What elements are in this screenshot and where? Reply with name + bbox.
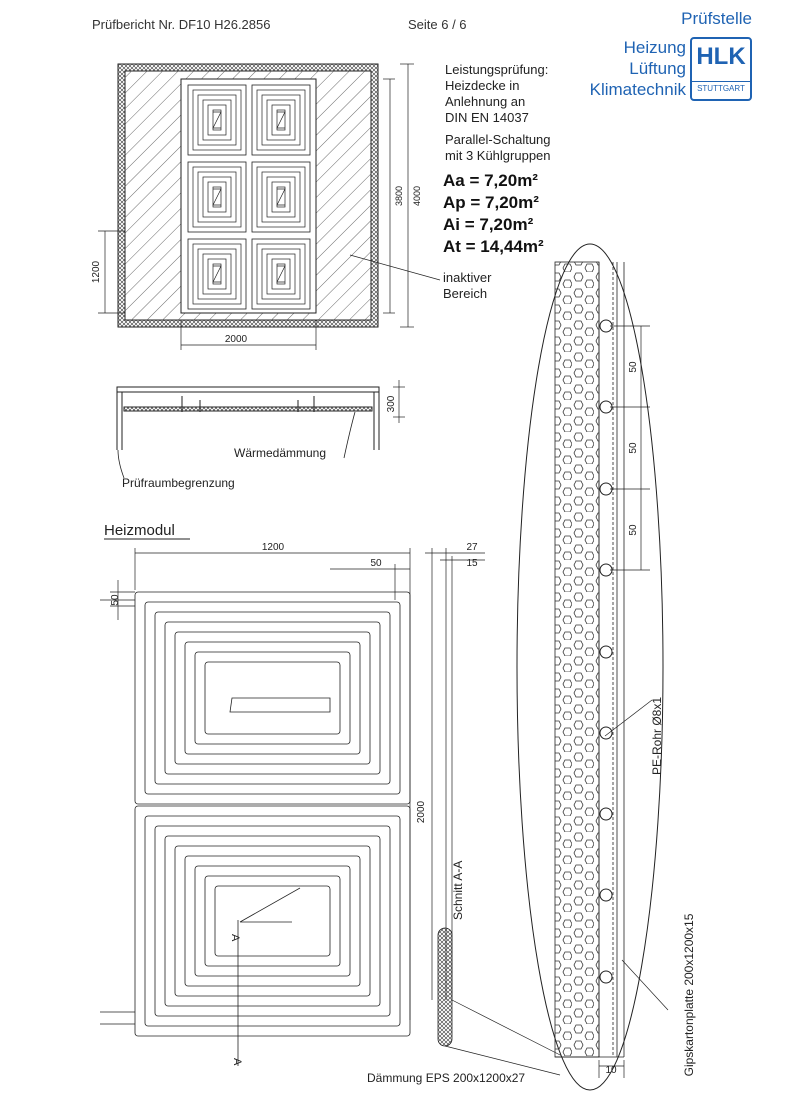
module-width-dim: 1200 [261,542,285,553]
pitch-dim-3: 50 [628,524,639,536]
logo-line-3: Klimatechnik [589,80,686,99]
test-line-3: Anlehnung an [445,94,526,109]
detail-view [517,244,668,1090]
pitch-dim-1: 50 [628,361,639,373]
circuit-line-2: mit 3 Kühlgruppen [445,148,551,163]
module-height-dim: 2000 [416,800,427,824]
board-label: Gipskartonplatte 200x1200x15 [682,913,696,1077]
ceiling-plan [118,64,378,327]
inactive-line-2: Bereich [443,286,488,301]
cut-mark-bottom: A [231,1058,243,1066]
module-title: Heizmodul [104,522,175,539]
ceiling-section [117,380,405,478]
coil-panel [252,239,310,309]
pipe-cross-section [600,971,612,983]
module-left-dim: 50 [110,594,121,606]
module-side-a-dim: 27 [466,542,478,553]
module-spacing-dim: 50 [370,558,382,569]
area-ai: Ai = 7,20m² [443,215,534,234]
coil-panel [252,162,310,232]
test-line-4: DIN EN 14037 [445,110,529,125]
plan-outer-height-dim: 4000 [412,185,422,207]
plan-inner-height-dim: 3800 [394,185,404,207]
pipe-cross-section [600,727,612,739]
area-ap: Ap = 7,20m² [443,193,539,212]
plan-width-dim: 2000 [224,334,248,345]
hlk-logo-text: HLK [696,43,746,70]
test-line-2: Heizdecke in [445,78,520,93]
pipe-cross-section [600,889,612,901]
area-at: At = 14,44m² [443,237,544,256]
pipe-cross-section [600,808,612,820]
plan-left-dim: 1200 [91,260,102,284]
insulation-label: Wärmedämmung [234,446,327,460]
hlk-logo-city: STUTTGART [692,81,750,93]
section-height-dim: 300 [386,395,397,413]
coil-panel [252,85,310,155]
coil-panel [188,162,246,232]
coil-panel [188,85,246,155]
area-aa: Aa = 7,20m² [443,171,538,190]
module-side-b-dim: 15 [466,558,478,569]
pipe-label: PE-Rohr Ø8x1 [650,696,664,776]
report-number: Prüfbericht Nr. DF10 H26.2856 [92,17,271,32]
inactive-line-1: inaktiver [443,270,492,285]
boundary-label: Prüfraumbegrenzung [122,476,235,490]
eps-label: Dämmung EPS 200x1200x27 [367,1071,526,1085]
pitch-dim-2: 50 [628,442,639,454]
pipe-cross-section [600,646,612,658]
institute-label: Prüfstelle [681,9,752,28]
cut-label: Schnitt A-A [451,860,465,920]
bottom-dim: 10 [605,1065,617,1076]
pipe-coils [100,592,410,1036]
logo-line-2: Lüftung [629,59,686,78]
logo-line-1: Heizung [623,38,686,57]
test-line-1: Leistungsprüfung: [445,62,549,77]
cut-mark-top: A [229,934,241,942]
coil-panel [188,239,246,309]
page-number: Seite 6 / 6 [408,17,467,32]
circuit-line-1: Parallel-Schaltung [445,132,551,147]
